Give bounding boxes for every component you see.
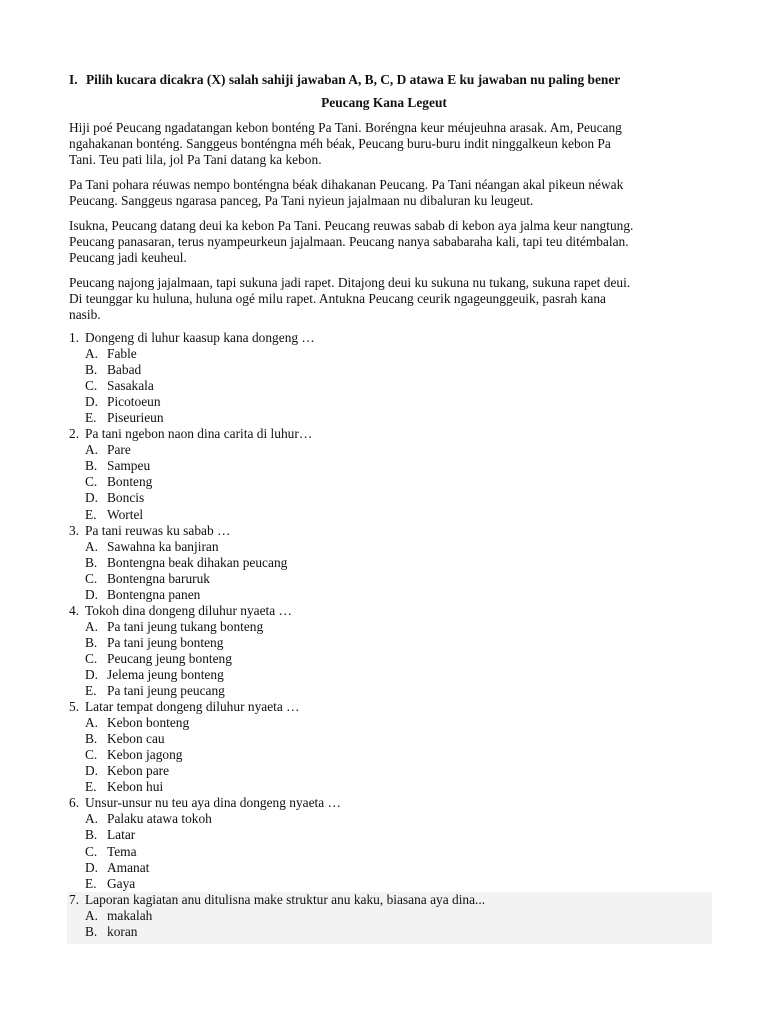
option-letter: E. [85,683,97,699]
answer-option [69,619,709,635]
question-item [69,330,709,426]
option-text: Bonteng [107,474,153,490]
story-title: Peucang Kana Legeut [321,95,447,110]
question-stem [69,426,709,442]
question-item [69,795,709,891]
story-body [69,120,709,332]
option-text: Wortel [107,506,144,522]
instruction-number: I. [69,72,78,87]
option-text: Palaku atawa tokoh [107,811,212,827]
option-letter: B. [85,634,98,650]
option-text: Amanat [107,859,150,875]
option-letter: A. [85,442,99,458]
option-letter: E. [85,875,97,891]
option-letter: A. [85,907,99,923]
paragraph-line: Hiji poé Peucang ngadatangan kebon bonténg Pa Tani. Boréngna keur méujeuhna arasak. Am, Peucang [69,120,622,135]
answer-option [69,490,709,506]
answer-option [69,362,709,378]
paragraph-line: Peucang najong jajalmaan, tapi sukuna jadi rapet. Ditajong deui ku sukuna nu tukang, sukuna rapet deui. [69,275,631,290]
option-text: Bontengna panen [107,586,201,602]
option-letter: C. [85,650,98,666]
question-text: Latar tempat dongeng diluhur nyaeta … [85,699,300,715]
option-letter: C. [85,747,98,763]
option-text: Pa tani jeung bonteng [107,634,224,650]
answer-option [69,394,709,410]
option-letter: B. [85,458,98,474]
question-stem [69,892,712,908]
answer-option [69,844,709,860]
option-text: Gaya [107,875,136,891]
paragraph-line: nasib. [69,307,101,322]
option-text: Tema [107,843,137,859]
option-text: Piseurieun [107,410,164,426]
option-letter: B. [85,827,98,843]
option-letter: C. [85,474,98,490]
answer-option [69,474,709,490]
answer-option [69,731,709,747]
option-letter: D. [85,490,99,506]
answer-option [69,779,709,795]
option-letter: E. [85,410,97,426]
option-letter: A. [85,715,99,731]
question-list [69,330,709,944]
question-text: Unsur-unsur nu teu aya dina dongeng nyaeta … [85,795,341,811]
question-number: 1. [69,330,80,345]
option-letter: D. [85,586,99,602]
answer-option [69,827,709,843]
answer-option [69,683,709,699]
question-item [69,603,709,699]
option-letter: B. [85,923,98,939]
paragraph-line: Pa Tani pohara réuwas nempo bonténgna béak dihakanan Peucang. Pa Tani néangan akal pikeun néwak [69,177,624,192]
answer-option [69,378,709,394]
answer-option [69,908,712,924]
option-text: Bontengna baruruk [107,570,211,586]
option-letter: E. [85,506,97,522]
answer-option [69,811,709,827]
question-item [69,426,709,522]
option-text: Kebon cau [107,731,165,747]
option-letter: D. [85,763,99,779]
option-text: Latar [107,827,136,843]
option-letter: A. [85,618,99,634]
option-letter: D. [85,859,99,875]
instruction-text: Pilih kucara dicakra (X) salah sahiji jawaban A, B, C, D atawa E ku jawaban nu paling bener [86,72,621,87]
option-letter: C. [85,570,98,586]
option-letter: D. [85,666,99,682]
option-text: Kebon pare [107,763,170,779]
option-text: Kebon bonteng [107,715,190,731]
question-stem [69,699,709,715]
option-text: Sawahna ka banjiran [107,538,219,554]
question-number: 2. [69,426,80,442]
option-text: Babad [107,362,142,378]
question-item [69,523,709,603]
option-letter: B. [85,731,98,747]
option-text: Sampeu [107,458,151,474]
option-letter: C. [85,843,98,859]
question-text: Dongeng di luhur kaasup kana dongeng … [85,330,315,345]
answer-option [69,458,709,474]
option-letter: A. [85,346,99,362]
option-text: Peucang jeung bonteng [107,650,232,666]
option-text: Picotoeun [107,394,161,410]
answer-option [69,410,709,426]
paragraph-line: Di teunggar ku huluna, huluna ogé milu rapet. Antukna Peucang ceurik ngageunggeuik, pasrah kana [69,291,606,306]
paragraph-line: Peucang panasaran, terus nyampeurkeun jajalmaan. Peucang nanya sababaraha kali, tapi teu ditémbalan. [69,234,629,249]
answer-option [69,539,709,555]
question-stem [69,603,709,619]
story-paragraph [69,120,709,168]
paragraph-line: Peucang. Sanggeus ngarasa panceg, Pa Tani nyieun jajalmaan nu dibaluran ku leugeut. [69,193,534,208]
option-text: Sasakala [107,378,154,394]
option-text: Pare [107,442,131,458]
option-text: Pa tani jeung tukang bonteng [107,618,264,634]
paragraph-line: Peucang jadi keuheul. [69,250,187,265]
option-text: Fable [107,346,137,362]
answer-option [69,651,709,667]
question-stem [69,330,709,346]
option-text: Bontengna beak dihakan peucang [107,554,288,570]
answer-option [69,507,709,523]
question-stem [69,795,709,811]
option-text: Kebon hui [107,779,164,795]
question-item [69,699,709,795]
answer-option [69,876,709,892]
answer-option [69,555,709,571]
question-number: 5. [69,699,80,715]
question-text: Pa tani ngebon naon dina carita di luhur… [85,426,313,442]
answer-option [69,715,709,731]
question-number: 6. [69,795,80,811]
option-text: makalah [107,907,153,923]
instruction-heading [69,72,620,88]
answer-option [69,667,709,683]
question-text: Pa tani reuwas ku sabab … [85,522,231,538]
option-text: Boncis [107,490,145,506]
option-letter: B. [85,362,98,378]
answer-option [69,635,709,651]
question-text: Tokoh dina dongeng diluhur nyaeta … [85,602,292,618]
option-letter: A. [85,811,99,827]
question-number: 7. [69,891,80,907]
option-letter: A. [85,538,99,554]
question-stem [69,523,709,539]
option-letter: D. [85,394,99,410]
answer-option [69,747,709,763]
paragraph-line: ngahakanan bonténg. Sanggeus bonténgna méh béak, Peucang buru-buru indit ninggalkeun kebon Pa [69,136,611,151]
question-number: 4. [69,602,80,618]
paragraph-line: Tani. Teu pati lila, jol Pa Tani datang ka kebon. [69,152,322,167]
story-paragraph [69,275,709,323]
option-text: Pa tani jeung peucang [107,683,225,699]
answer-option [69,346,709,362]
option-text: Jelema jeung bonteng [107,666,224,682]
option-text: koran [107,923,138,939]
answer-option [69,442,709,458]
question-text: Laporan kagiatan anu ditulisna make struktur anu kaku, biasana aya dina... [85,891,486,907]
answer-option [69,763,709,779]
answer-option [69,860,709,876]
answer-option [69,571,709,587]
paragraph-line: Isukna, Peucang datang deui ka kebon Pa Tani. Peucang reuwas sabab di kebon aya jalma keur nangtung. [69,218,634,233]
answer-option [69,924,712,940]
option-text: Kebon jagong [107,747,183,763]
question-item [67,892,712,944]
answer-option [69,587,709,603]
option-letter: E. [85,779,97,795]
question-number: 3. [69,522,80,538]
option-letter: B. [85,554,98,570]
option-letter: C. [85,378,98,394]
story-paragraph [69,177,709,209]
story-paragraph [69,218,709,266]
